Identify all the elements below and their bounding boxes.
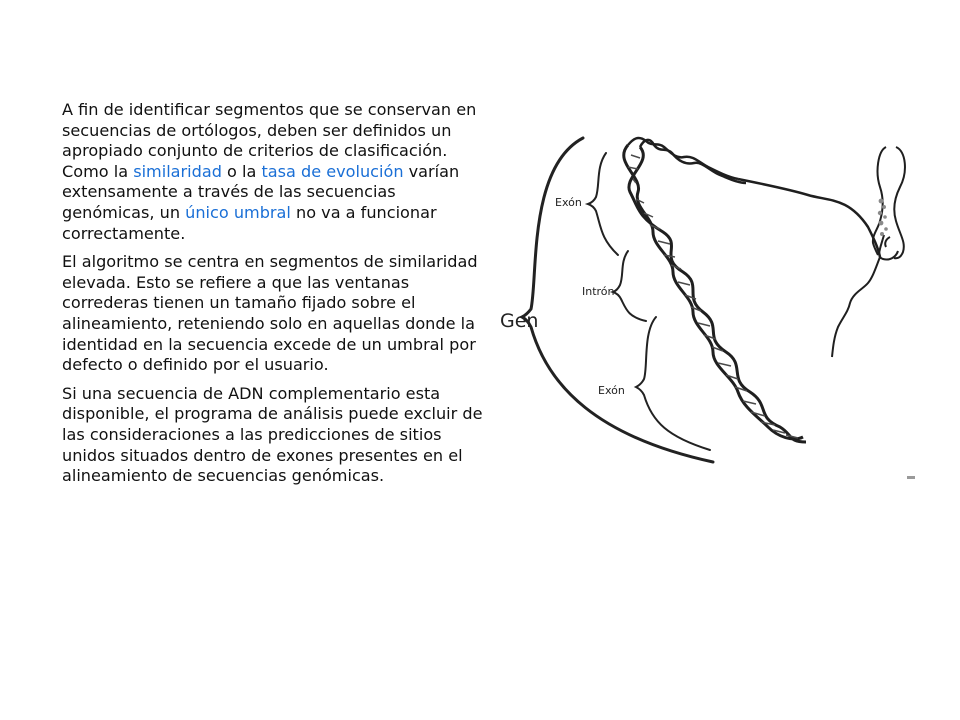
figure-corner-mark — [907, 476, 915, 479]
gen-bracket — [522, 138, 713, 462]
paragraph-2: El algoritmo se centra en segmentos de similaridad elevada. Esto se refiere a que las ventanas correderas tienen un tamaño fijado sobre el alineamiento, reteniendo solo en aquellas donde la identidad en la secuencia excede de un umbral por defecto o definido por el usuario. — [62, 252, 478, 375]
exon-top-bracket — [588, 153, 618, 255]
chromosome — [873, 147, 905, 260]
paragraph-1-text-c: varían extensamente a través de las secuencias genómicas, un — [62, 161, 460, 222]
dna-strand-b — [629, 147, 806, 442]
paragraph-1-text-a: A fin de identificar segmentos que se conservan en secuencias de ortólogos, deben ser definidos un apropiado conjunto de criterios de clasificación. Como la — [62, 100, 477, 181]
dna-helix — [624, 145, 806, 442]
dna-coil — [628, 138, 880, 257]
gene-diagram — [488, 117, 928, 479]
exon-bottom-bracket — [636, 317, 710, 450]
intron-bracket — [613, 251, 646, 321]
dna-strand-a — [624, 145, 803, 439]
label-gen: Gen — [500, 310, 539, 332]
label-exon-top: Exón — [555, 196, 582, 209]
paragraph-1 — [62, 100, 492, 244]
body-text — [62, 100, 492, 495]
term-unico-umbral: único umbral — [185, 202, 291, 222]
dna-rungs — [628, 155, 798, 438]
term-tasa-de-evolucion: tasa de evolución — [261, 161, 404, 181]
paragraph-3: Si una secuencia de ADN complementario esta disponible, el programa de análisis puede excluir de las consideraciones a las predicciones de sitios unidos situados dentro de exones presentes en el alineamiento de secuencias genómicas. — [62, 383, 483, 486]
term-similaridad: similaridad — [133, 161, 222, 181]
paragraph-1-text-d: no va a funcionar correctamente. — [62, 202, 437, 243]
paragraph-1-text-b: o la — [221, 161, 262, 181]
label-exon-bottom: Exón — [598, 384, 625, 397]
connector-line — [832, 257, 880, 357]
label-intron: Intrón — [582, 285, 615, 298]
gene-diagram-svg — [488, 117, 928, 479]
